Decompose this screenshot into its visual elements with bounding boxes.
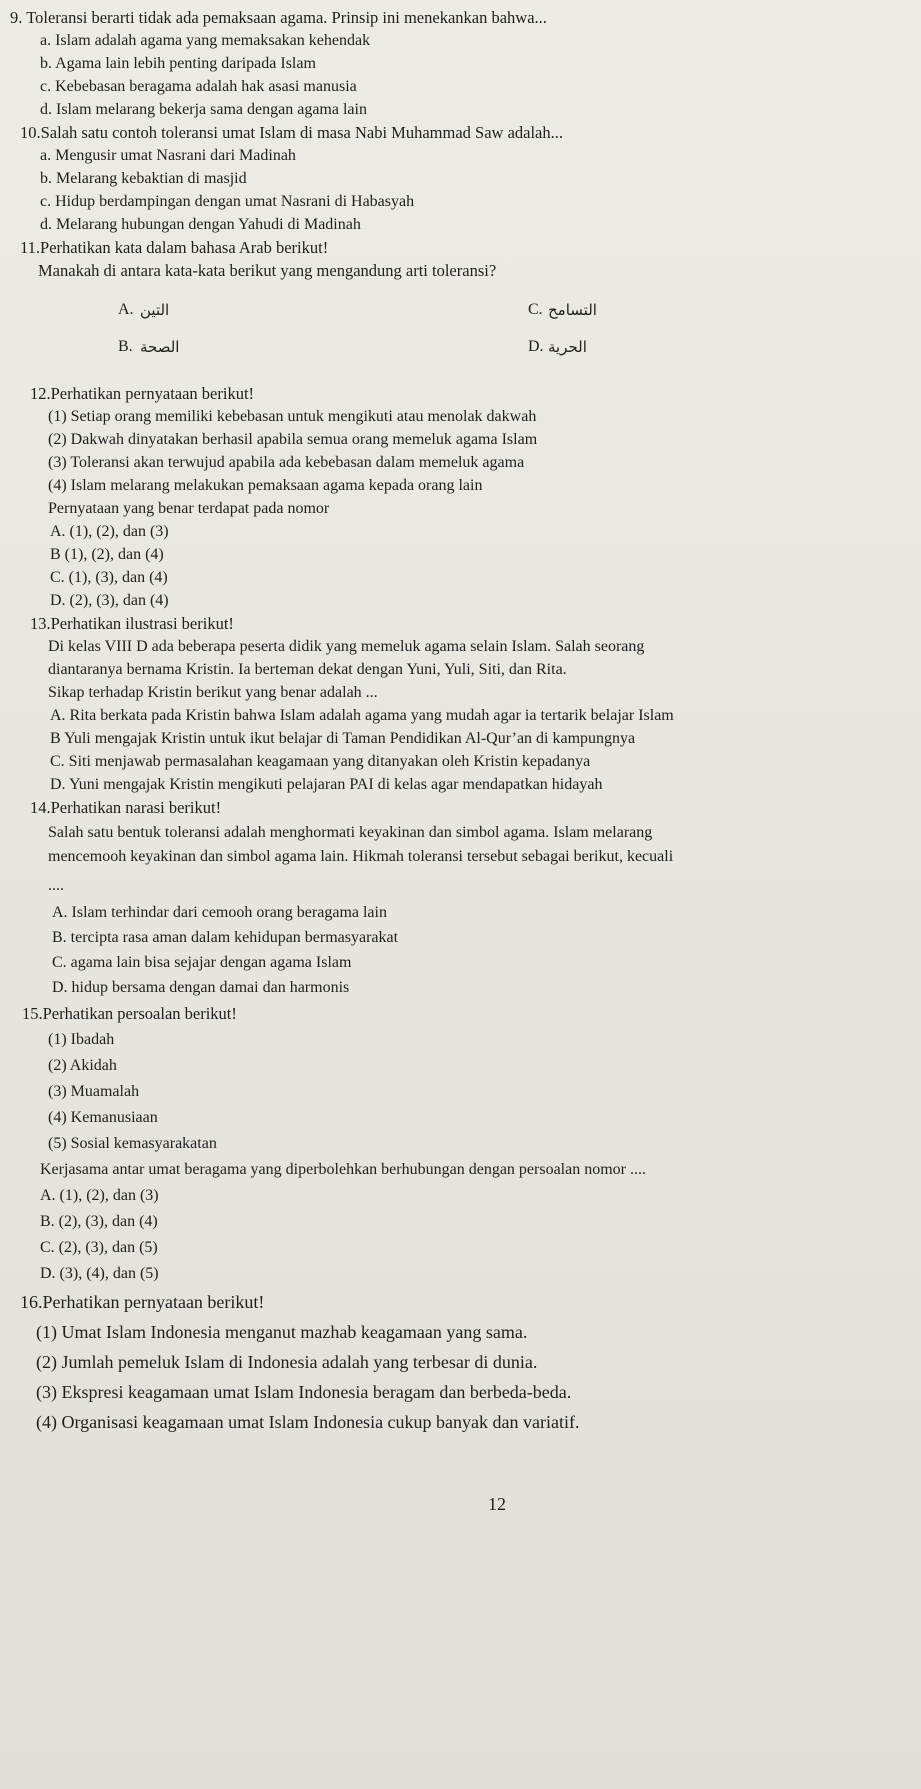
- q9-option-b: b. Agama lain lebih penting daripada Islam: [40, 55, 316, 72]
- q9-stem: 9. Toleransi berarti tidak ada pemaksaan agama. Prinsip ini menekankan bahwa...: [10, 8, 547, 27]
- q11-option-c-label: C.: [528, 301, 543, 318]
- q11-option-c-arabic: التسامح: [548, 301, 597, 319]
- q12-statement-4: (4) Islam melarang melakukan pemaksaan agama kepada orang lain: [48, 477, 483, 494]
- q14-stem: 14.Perhatikan narasi berikut!: [30, 798, 222, 817]
- q13-option-c: C. Siti menjawab permasalahan keagamaan yang ditanyakan oleh Kristin kepadanya: [50, 753, 591, 770]
- q12-option-d: D. (2), (3), dan (4): [50, 592, 169, 609]
- q12-question: Pernyataan yang benar terdapat pada nomor: [48, 500, 330, 517]
- q15-item-1: (1) Ibadah: [48, 1031, 115, 1048]
- q15-item-2: (2) Akidah: [48, 1057, 117, 1074]
- q16-statement-4: (4) Organisasi keagamaan umat Islam Indonesia cukup banyak dan variatif.: [36, 1412, 580, 1432]
- page-number: 12: [488, 1494, 506, 1514]
- q13-stem: 13.Perhatikan ilustrasi berikut!: [30, 614, 234, 633]
- q14-paragraph-line-1: Salah satu bentuk toleransi adalah menghormati keyakinan dan simbol agama. Islam melarang: [48, 824, 653, 841]
- q15-question: Kerjasama antar umat beragama yang diperbolehkan berhubungan dengan persoalan nomor ....: [40, 1161, 646, 1178]
- q15-item-5: (5) Sosial kemasyarakatan: [48, 1135, 217, 1152]
- q10-option-a: a. Mengusir umat Nasrani dari Madinah: [40, 147, 296, 164]
- q15-option-c: C. (2), (3), dan (5): [40, 1239, 158, 1256]
- q12-statement-2: (2) Dakwah dinyatakan berhasil apabila semua orang memeluk agama Islam: [48, 431, 538, 448]
- q15-option-d: D. (3), (4), dan (5): [40, 1265, 159, 1282]
- q16-statement-3: (3) Ekspresi keagamaan umat Islam Indonesia beragam dan berbeda-beda.: [36, 1382, 572, 1402]
- q11-option-b-label: B.: [118, 338, 133, 355]
- q13-question: Sikap terhadap Kristin berikut yang benar adalah ...: [48, 684, 378, 701]
- q9-option-a: a. Islam adalah agama yang memaksakan kehendak: [40, 32, 371, 49]
- q12-option-c: C. (1), (3), dan (4): [50, 569, 168, 586]
- q12-option-a: A. (1), (2), dan (3): [50, 523, 169, 540]
- q9-option-c: c. Kebebasan beragama adalah hak asasi manusia: [40, 78, 357, 95]
- q13-option-a: A. Rita berkata pada Kristin bahwa Islam adalah agama yang mudah agar ia tertarik belajar Islam: [50, 707, 674, 724]
- q16-statement-1: (1) Umat Islam Indonesia menganut mazhab keagamaan yang sama.: [36, 1322, 528, 1342]
- q11-stem: 11.Perhatikan kata dalam bahasa Arab berikut!: [20, 238, 329, 257]
- q13-paragraph-line-1: Di kelas VIII D ada beberapa peserta didik yang memeluk agama selain Islam. Salah seorang: [48, 638, 645, 655]
- q11-option-a-label: A.: [118, 301, 134, 318]
- q15-option-a: A. (1), (2), dan (3): [40, 1187, 159, 1204]
- q14-paragraph-line-3: ....: [48, 877, 64, 894]
- q11-option-d-label: D.: [528, 338, 544, 355]
- q14-option-d: D. hidup bersama dengan damai dan harmonis: [52, 979, 350, 996]
- q9-option-d: d. Islam melarang bekerja sama dengan agama lain: [40, 101, 367, 118]
- q10-option-d: d. Melarang hubungan dengan Yahudi di Madinah: [40, 216, 361, 233]
- q15-option-b: B. (2), (3), dan (4): [40, 1213, 158, 1230]
- q10-option-c: c. Hidup berdampingan dengan umat Nasrani di Habasyah: [40, 193, 415, 210]
- q16-statement-2: (2) Jumlah pemeluk Islam di Indonesia adalah yang terbesar di dunia.: [36, 1352, 538, 1372]
- q14-paragraph-line-2: mencemooh keyakinan dan simbol agama lain. Hikmah toleransi tersebut sebagai berikut, kecuali: [48, 848, 674, 865]
- q13-paragraph-line-2: diantaranya bernama Kristin. Ia berteman dekat dengan Yuni, Yuli, Siti, dan Rita.: [48, 661, 567, 678]
- q14-option-a: A. Islam terhindar dari cemooh orang beragama lain: [52, 904, 387, 921]
- q13-option-b: B Yuli mengajak Kristin untuk ikut belajar di Taman Pendidikan Al-Qur’an di kampungnya: [50, 730, 636, 747]
- q12-statement-1: (1) Setiap orang memiliki kebebasan untuk mengikuti atau menolak dakwah: [48, 408, 537, 425]
- q15-item-4: (4) Kemanusiaan: [48, 1109, 158, 1126]
- q15-item-3: (3) Muamalah: [48, 1083, 140, 1100]
- q14-option-b: B. tercipta rasa aman dalam kehidupan bermasyarakat: [52, 929, 399, 946]
- q12-stem: 12.Perhatikan pernyataan berikut!: [30, 384, 255, 403]
- q14-option-c: C. agama lain bisa sejajar dengan agama Islam: [52, 954, 352, 971]
- q15-stem: 15.Perhatikan persoalan berikut!: [22, 1004, 237, 1023]
- q11-option-b-arabic: الصحة: [140, 338, 180, 356]
- q10-stem: 10.Salah satu contoh toleransi umat Islam di masa Nabi Muhammad Saw adalah...: [20, 123, 564, 142]
- q12-statement-3: (3) Toleransi akan terwujud apabila ada kebebasan dalam memeluk agama: [48, 454, 525, 471]
- q11-option-a-arabic: التين: [140, 301, 170, 319]
- q12-option-b: B (1), (2), dan (4): [50, 546, 164, 563]
- q16-stem: 16.Perhatikan pernyataan berikut!: [20, 1292, 265, 1312]
- q10-option-b: b. Melarang kebaktian di masjid: [40, 170, 247, 187]
- q13-option-d: D. Yuni mengajak Kristin mengikuti pelajaran PAI di kelas agar mendapatkan hidayah: [50, 776, 603, 793]
- q11-option-d-arabic: الحرية: [548, 338, 587, 356]
- q11-question: Manakah di antara kata-kata berikut yang mengandung arti toleransi?: [38, 261, 497, 280]
